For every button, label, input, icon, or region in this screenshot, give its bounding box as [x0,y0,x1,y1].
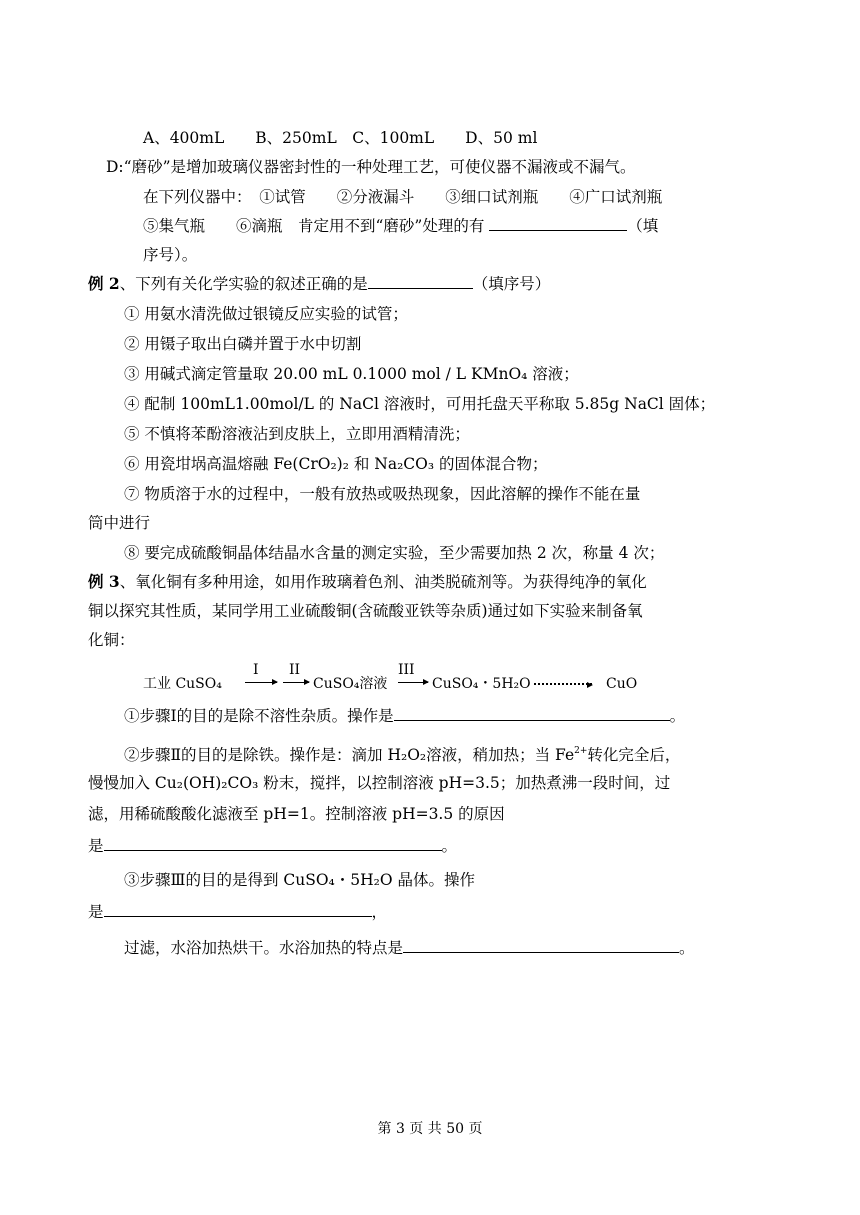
ex3-line2: 铜以探究其性质，某同学用工业硫酸铜(含硫酸亚铁等杂质)通过如下实验来制备氧 [88,602,643,620]
ex3-q3-line3 [124,938,695,958]
ex3-q3-line2a: 是 [88,903,104,921]
ex2-item-2: ② 用镊子取出白磷并置于水中切割 [124,335,362,353]
ex3-q2-line1a: ②步骤Ⅱ的目的是除铁。操作是：滴加 H₂O₂溶液，稍加热；当 Fe [124,746,575,764]
q1-d-line3-text: ⑤集气瓶 ⑥滴瓶 肯定用不到“磨砂”处理的有 [143,217,485,235]
q1-answer-blank[interactable] [489,216,627,231]
q1-d-line2: 在下列仪器中： ①试管 ②分液漏斗 ③细口试剂瓶 ④广口试剂瓶 [143,188,663,206]
ex3-q1-text: ①步骤Ⅰ的目的是除不溶性杂质。操作是 [124,707,394,725]
ex3-q3-line3-text: 过滤，水浴加热烘干。水浴加热的特点是 [124,939,404,957]
ex2-answer-blank[interactable] [368,274,473,289]
ex3-q3-blank-2[interactable] [403,938,679,953]
ex2-item-7-cont: 筒中进行 [88,514,151,532]
ex2-item-4: ④ 配制 100mL1.00mol/L 的 NaCl 溶液时，可用托盘天平称取 5.85g NaCl 固体； [124,395,716,413]
ex2-item-1: ① 用氨水清洗做过银镜反应实验的试管； [124,305,408,323]
ex2-item-3: ③ 用碱式滴定管量取 20.00 mL 0.1000 mol / L KMnO₄ 溶液； [124,365,579,383]
ex2-label: 例 2 [88,274,120,293]
ex3-q1-end: 。 [669,707,686,725]
ex2-item-5: ⑤ 不慎将苯酚溶液沾到皮肤上，立即用酒精清洗； [124,425,470,443]
ex3-intro: 、氧化铜有多种用途，如用作玻璃着色剂、油类脱硫剂等。为获得纯净的氧化 [119,573,647,591]
ex3-q3-blank-1[interactable] [104,902,372,917]
ex3-line3: 化铜： [88,631,135,649]
ex2-tail: （填序号） [472,275,551,293]
q1-d-line4: 序号）。 [143,246,198,264]
flow-mid1: CuSO₄溶液 [313,676,388,692]
flow-arrow-dotted [534,683,592,686]
ex3-q2-line3: 滤，用稀硫酸酸化滤液至 pH=1。控制溶液 pH=3.5 的原因 [88,805,505,823]
ex3-q2-line4 [88,836,457,856]
flow-step2: II [289,662,301,678]
q1-d-line3-tail: （填 [627,217,659,235]
q1-d-line3 [143,216,658,236]
flow-arrow-1 [245,682,277,683]
ex3-q2-line2: 慢慢加入 Cu₂(OH)₂CO₃ 粉末，搅拌，以控制溶液 pH=3.5；加热煮沸一段时间，过 [88,774,671,792]
ex3-q2-sup: 2+ [574,746,588,756]
page-footer: 第 3 页 共 50 页 [377,1121,483,1137]
ex3-q1 [124,706,685,726]
flow-end: CuO [606,676,638,692]
ex3-label: 例 3 [88,572,120,591]
flow-arrow-3 [398,682,428,683]
ex3-q3-line2b: ， [371,903,388,921]
flow-step3: III [398,662,415,678]
ex3-line1 [88,572,647,592]
ex3-q3-line3-end: 。 [679,939,695,957]
ex3-q2-line1 [124,741,680,765]
ex2-item-8: ⑧ 要完成硫酸铜晶体结晶水含量的测定实验，至少需要加热 2 次，称量 4 次； [124,544,665,562]
q1-options: A、400mL B、250mL C、100mL D、50 ml [143,129,538,147]
ex2-item-7: ⑦ 物质溶于水的过程中，一般有放热或吸热现象，因此溶解的操作不能在量 [124,485,641,503]
ex2-question [88,274,550,294]
q1-d-line1: D:“磨砂”是增加玻璃仪器密封性的一种处理工艺，可使仪器不漏液或不漏气。 [106,158,636,176]
ex3-q2-line4b: 。 [441,837,458,855]
ex3-q2-blank[interactable] [104,836,442,851]
flow-step1: I [253,662,259,678]
flow-start: 工业 CuSO₄ [143,676,222,692]
ex3-q3-line1: ③步骤Ⅲ的目的是得到 CuSO₄・5H₂O 晶体。操作 [124,871,475,889]
flow-arrow-2 [283,682,309,683]
ex2-text: 、下列有关化学实验的叙述正确的是 [119,275,368,293]
ex3-q1-blank[interactable] [394,706,670,721]
ex3-q2-line4a: 是 [88,837,104,855]
ex3-q3-line2 [88,902,387,922]
flow-mid2: CuSO₄・5H₂O [432,676,531,692]
ex3-q2-line1b: 转化完全后， [587,746,681,764]
ex2-item-6: ⑥ 用瓷坩埚高温熔融 Fe(CrO₂)₂ 和 Na₂CO₃ 的固体混合物； [124,455,548,473]
